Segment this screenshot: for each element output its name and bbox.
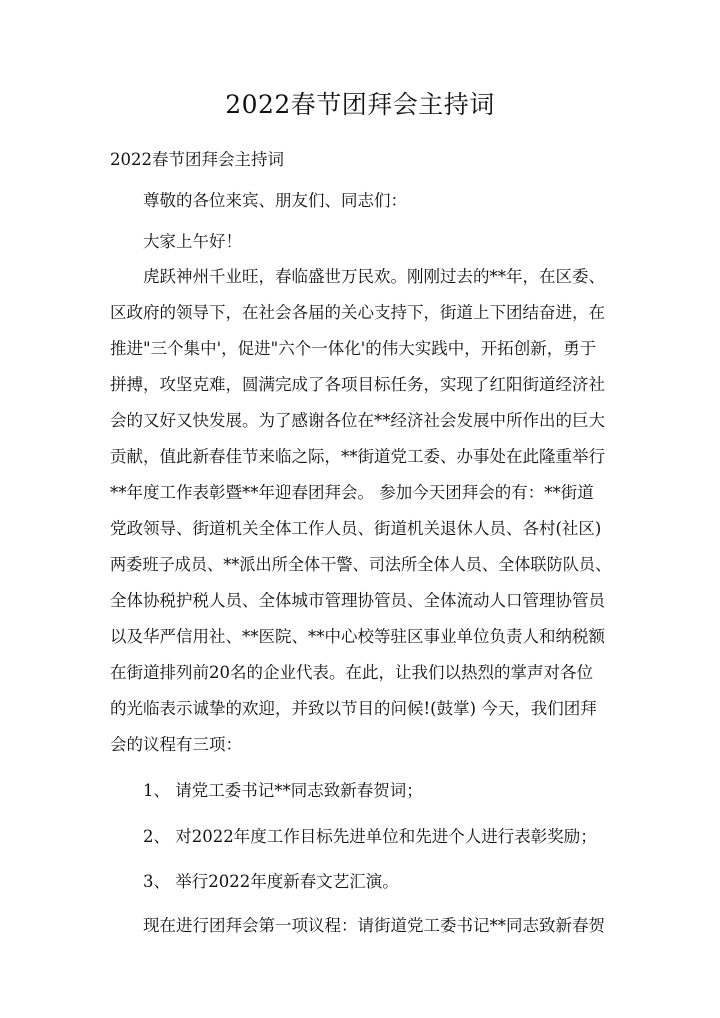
body-line-3: 推进"三个集中'，促进"六个一体化'的伟大实践中，开拓创新，勇于 xyxy=(110,339,597,358)
body-line-6: 贡献，值此新春佳节来临之际，**街道党工委、办事处在此隆重举行 xyxy=(110,447,605,466)
document-title: 2022春节团拜会主持词 xyxy=(225,90,495,119)
body-line-9: 两委班子成员、**派出所全体干警、司法所全体人员、全体联防队员、 xyxy=(110,555,612,574)
body-line-4: 拼搏，攻坚克难，圆满完成了各项目标任务，实现了红阳街道经济社 xyxy=(110,375,605,394)
body-line-7: **年度工作表彰暨**年迎春团拜会。 参加今天团拜会的有：**街道 xyxy=(110,483,594,502)
closing-line: 现在进行团拜会第一项议程：请街道党工委书记**同志致新春贺 xyxy=(143,916,605,935)
body-line-5: 会的又好又快发展。为了感谢各位在**经济社会发展中所作出的巨大 xyxy=(110,411,605,430)
body-line-13: 的光临表示诚挚的欢迎，并致以节目的问候!(鼓掌) 今天，我们团拜 xyxy=(110,699,597,718)
greeting-line: 大家上午好！ xyxy=(143,232,242,251)
salutation-line: 尊敬的各位来宾、朋友们、同志们： xyxy=(143,191,407,210)
body-line-1: 虎跃神州千业旺，春临盛世万民欢。刚刚过去的**年，在区委、 xyxy=(143,267,605,286)
body-line-10: 全体协税护税人员、全体城市管理协管员、全体流动人口管理协管员 xyxy=(110,591,605,610)
body-line-11: 以及华严信用社、**医院、**中心校等驻区事业单位负责人和纳税额 xyxy=(110,627,605,646)
agenda-item-1: 1、 请党工委书记**同志致新春贺词； xyxy=(143,781,423,800)
body-line-14: 会的议程有三项： xyxy=(110,735,242,754)
agenda-item-2: 2、 对2022年度工作目标先进单位和先进个人进行表彰奖励； xyxy=(143,827,597,846)
body-line-2: 区政府的领导下，在社会各届的关心支持下，街道上下团结奋进，在 xyxy=(110,303,605,322)
body-line-12: 在街道排列前20名的企业代表。在此，让我们以热烈的掌声对各位 xyxy=(110,663,593,682)
subtitle-line: 2022春节团拜会主持词 xyxy=(110,150,284,169)
agenda-item-3: 3、 举行2022年度新春文艺汇演。 xyxy=(143,872,399,891)
body-line-8: 党政领导、街道机关全体工作人员、街道机关退休人员、各村(社区) xyxy=(110,519,602,538)
